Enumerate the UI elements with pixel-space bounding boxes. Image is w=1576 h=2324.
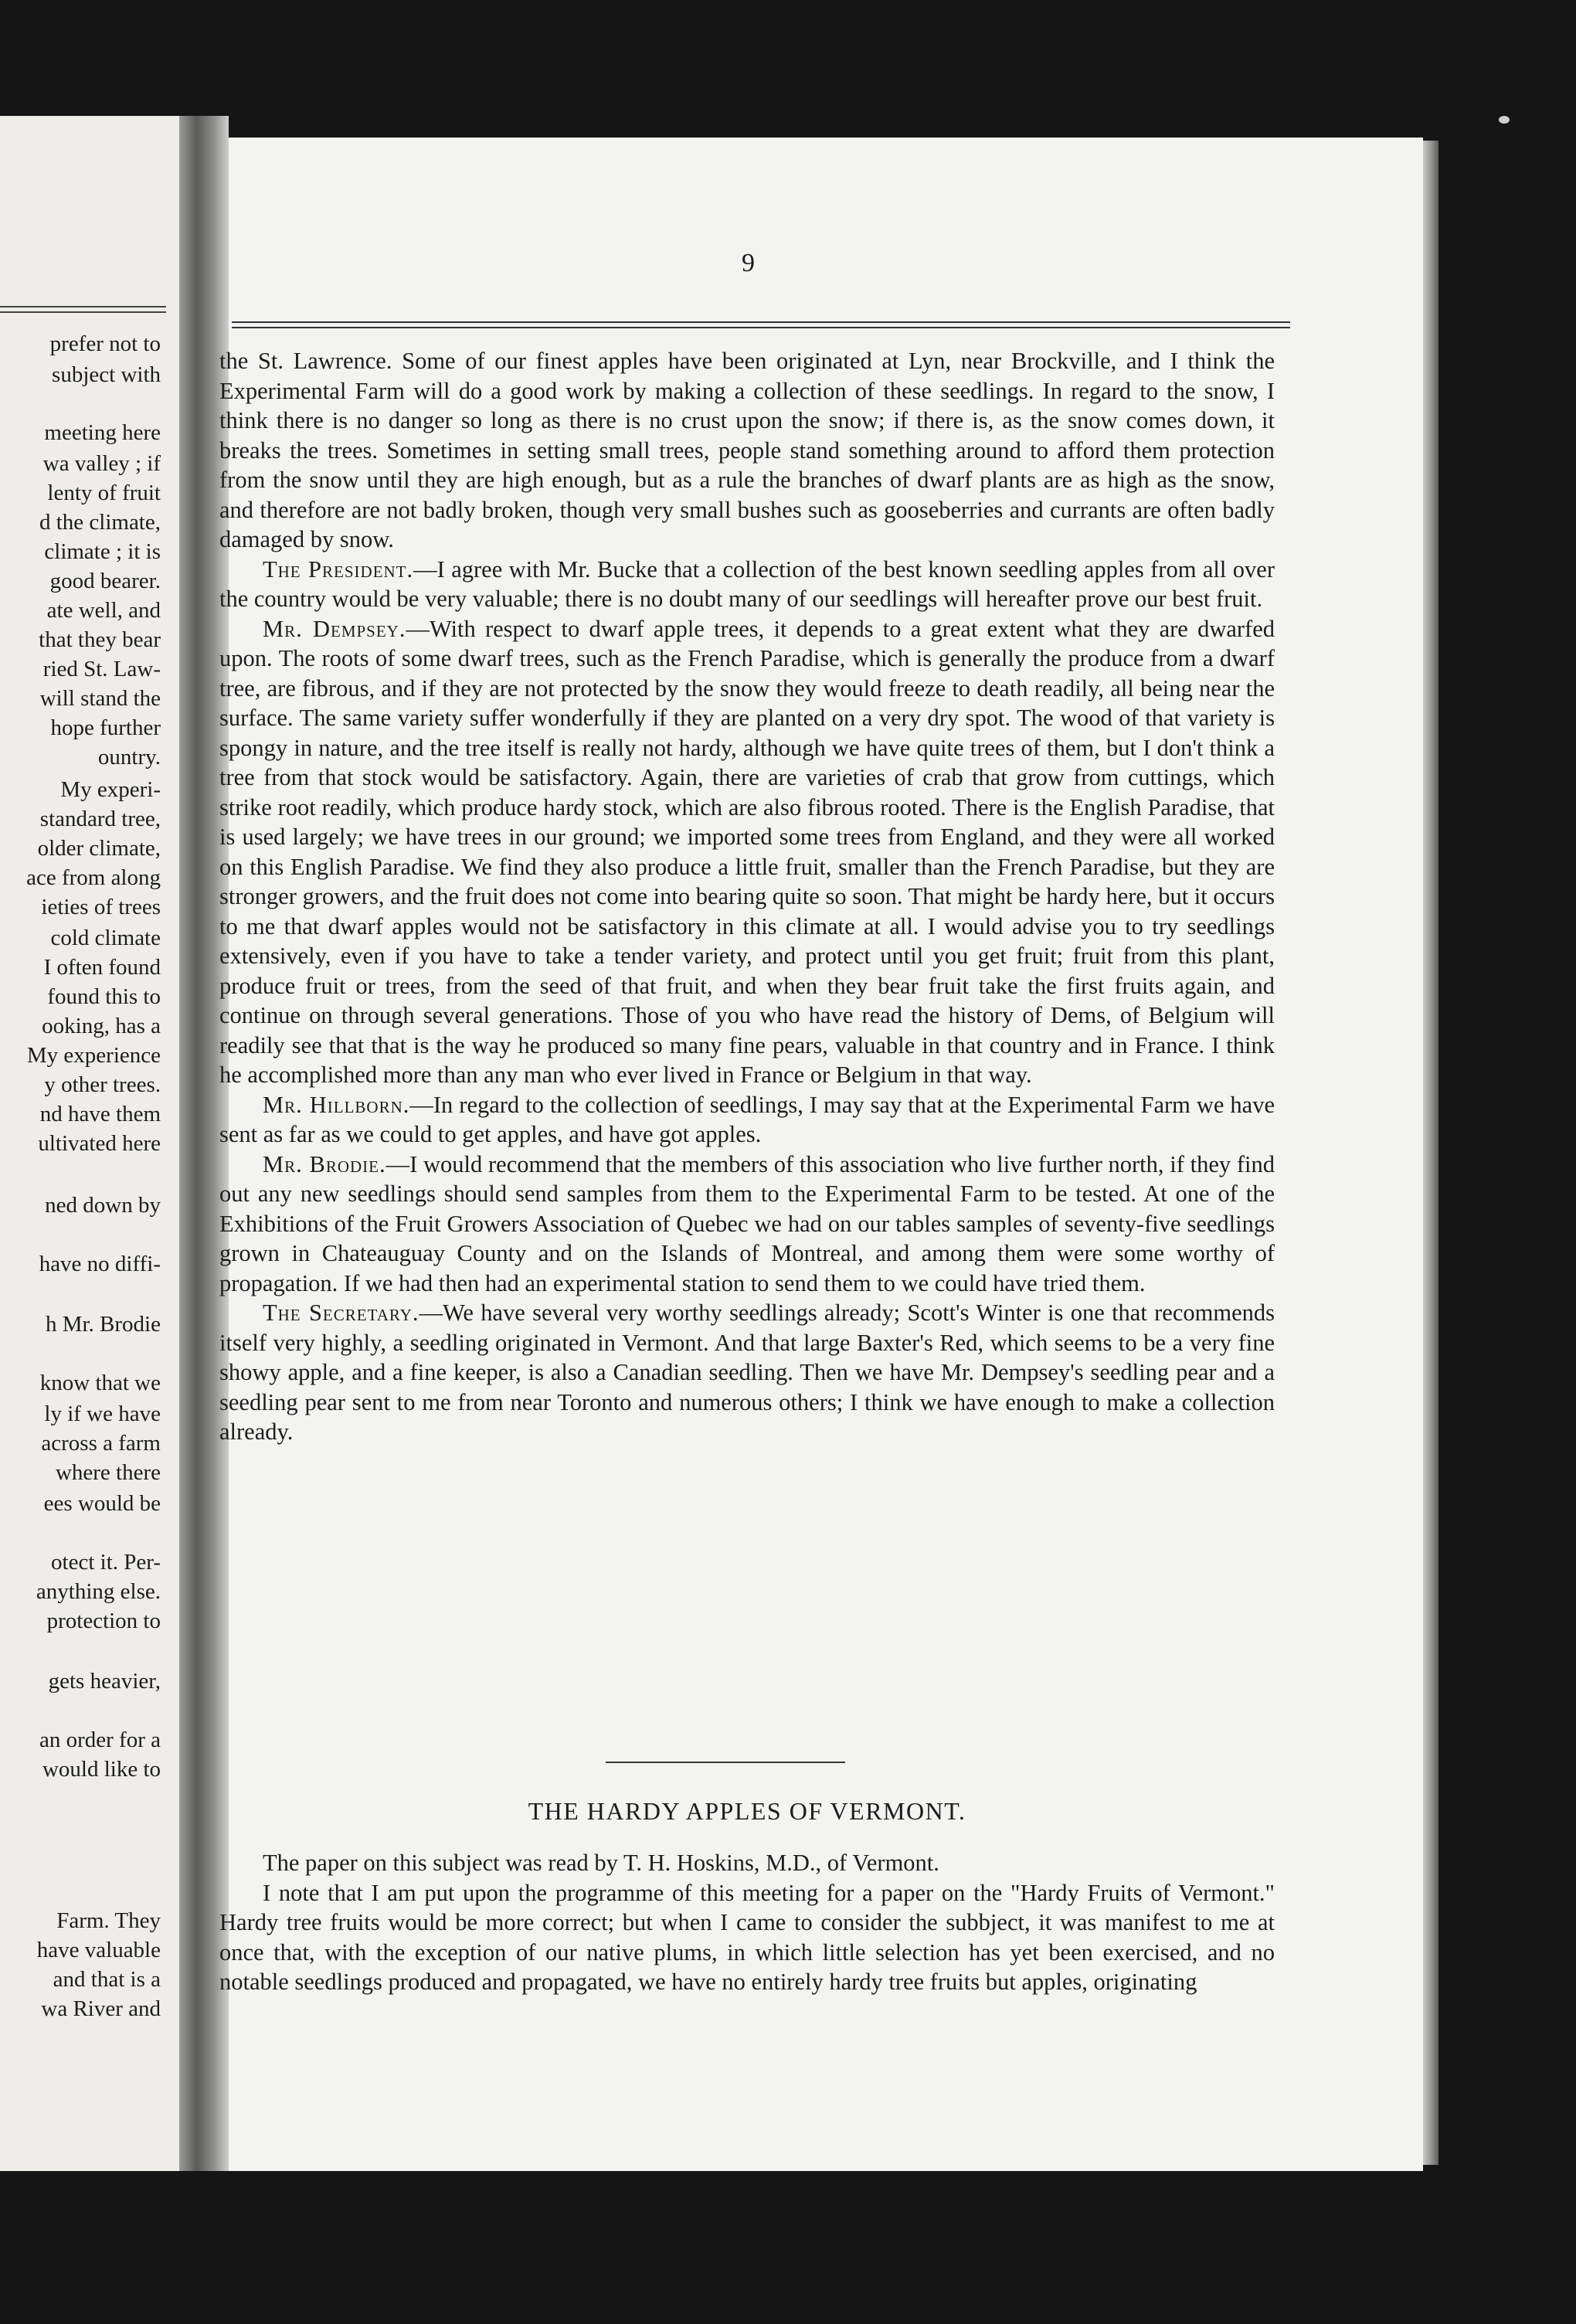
scan-speck: [1499, 116, 1510, 124]
facing-page-line: hope further: [50, 715, 161, 740]
header-rule-bottom: [232, 327, 1290, 328]
facing-page-line: d the climate,: [39, 510, 161, 535]
facing-page-rules: [0, 306, 166, 317]
facing-page-line: where there: [55, 1460, 161, 1485]
facing-page-line: protection to: [46, 1609, 161, 1633]
paragraph: [219, 1298, 1275, 1447]
paragraph: [219, 346, 1275, 555]
facing-page-line: an order for a: [39, 1728, 161, 1752]
paragraph: [219, 555, 1275, 614]
facing-page-line: y other trees.: [44, 1072, 161, 1097]
speaker-name: Mr. Brodie.: [263, 1150, 386, 1177]
paragraph-text: —With respect to dwarf apple trees, it depends to a great extent what they are dwarfed upon. The roots of some dwarf trees, such as the French Paradise, which is generally the produce from a dwarf tree, are fibrous, and if they are not protected by the snow they would freeze to death readily, all being near the surface. The same variety suffer wonderfully if they are planted on a very dry spot. The wood of that variety is spongy in nature, and the tree itself is really not hardy, although we have quite trees of them, but I don't think a tree from that stock would be satisfactory. Again, there are varieties of crab that grow from cuttings, which strike root readily, which produce hardy stock, which are also fibrous rooted. There is the English Paradise, that is used largely; we have trees in our ground; we imported some trees from England, and they were all worked on this English Paradise. We find they also produce a little fruit, smaller than the French Paradise, but they are stronger growers, and the fruit does not come into bearing quite so soon. That might be hardy here, but it occurs to me that dwarf apples would not be satisfactory in this climate at all. I would advise you to try seedlings extensively, even if you have to take a tender variety, and protect until you get fruit; fruit from this plant, produce fruit or trees, from the seed of that fruit, and when they bear fruit take the first fruits again, and continue on through several generations. Those of you who have read the history of Dems, of Belgium will readily see that that is the way he produced so many fine pears, valuable in that country and in France. I think he accomplished more than any man who ever lived in France or Belgium in that way.: [219, 615, 1275, 1088]
facing-page-line: will stand the: [39, 686, 161, 711]
facing-page-line: nd have them: [39, 1102, 161, 1126]
facing-page-line: ees would be: [43, 1491, 161, 1516]
facing-page-line: wa River and: [41, 1996, 161, 2021]
facing-page-line: have valuable: [36, 1938, 161, 1962]
page-number: 9: [742, 249, 755, 277]
facing-page-line: across a farm: [41, 1431, 161, 1456]
facing-page-line: ate well, and: [46, 598, 161, 623]
facing-page-line: standard tree,: [39, 807, 161, 831]
facing-page-line: I often found: [43, 955, 161, 980]
speaker-name: The Secretary.: [263, 1300, 419, 1326]
body-text: [219, 346, 1275, 1447]
paragraph-text: —We have several very worthy seedlings already; Scott's Winter is one that recommends itself very highly, a seedling originated in Vermont. And that large Baxter's Red, which seems to be a very fine showy apple, and a fine keeper, is also a Canadian seedling. Then we have Mr. Dempsey's seedling pear and a seedling pear sent to me from near Toronto and numerous others; I think we have enough to make a collection already.: [219, 1300, 1275, 1445]
facing-page-line: older climate,: [37, 836, 161, 861]
facing-page-line: meeting here: [44, 420, 161, 445]
facing-page-line: wa valley ; if: [42, 451, 161, 476]
facing-page-line: ly if we have: [44, 1402, 161, 1426]
facing-page-line: found this to: [47, 984, 161, 1009]
header-rule-top: [232, 321, 1290, 323]
paragraph-text: —In regard to the collection of seedlings, I may say that at the Experimental Farm we have sent as far as we could to get apples, and have got apples.: [219, 1091, 1275, 1147]
facing-page-line: ieties of trees: [41, 895, 161, 919]
facing-page-line: otect it. Per-: [51, 1550, 161, 1575]
facing-page-line: ned down by: [45, 1193, 161, 1218]
facing-page-line: that they bear: [39, 627, 161, 652]
facing-page-line: prefer not to: [49, 331, 161, 356]
speaker-name: The President.: [263, 556, 414, 583]
facing-page-line: lenty of fruit: [47, 481, 161, 505]
facing-page-line: Farm. They: [56, 1908, 161, 1933]
facing-page-line: subject with: [52, 362, 161, 387]
paragraph: [219, 1090, 1275, 1150]
facing-page-line: My experience: [26, 1043, 161, 1068]
page-edge: [1423, 141, 1438, 2165]
facing-page-line: ace from along: [26, 865, 161, 890]
facing-page-line: know that we: [39, 1371, 161, 1395]
facing-page-line: cold climate: [50, 926, 161, 950]
facing-page-line: would like to: [42, 1757, 161, 1782]
section-heading: THE HARDY APPLES OF VERMONT.: [528, 1797, 966, 1825]
facing-page-line: gets heavier,: [48, 1669, 161, 1694]
facing-page-line: My experi-: [60, 777, 161, 802]
facing-page: [0, 116, 179, 2171]
facing-page-line: ried St. Law-: [42, 657, 161, 681]
facing-page-line: anything else.: [36, 1579, 161, 1604]
facing-page-line: good bearer.: [49, 569, 161, 593]
paragraph-text: —I agree with Mr. Bucke that a collection of the best known seedling apples from all over the country would be very valuable; there is no doubt many of our seedlings will hereafter prove our best fruit.: [219, 556, 1275, 612]
paragraph-text: —I would recommend that the members of this association who live further north, if they find out any new seedlings should send samples from them to the Experimental Farm to be tested. At one of the Exhibitions of the Fruit Growers Association of Quebec we had on our tables samples of seventy-five seedlings grown in Chateauguay County and on the Islands of Montreal, and among them were some worthy of propagation. If we had then had an experimental station to send them to we could have tried them.: [219, 1150, 1275, 1296]
paragraph: [219, 614, 1275, 1090]
speaker-name: Mr. Dempsey.: [263, 615, 406, 642]
facing-page-line: h Mr. Brodie: [45, 1312, 161, 1337]
section-text: [219, 1848, 1275, 1997]
facing-page-line: ooking, has a: [42, 1014, 161, 1038]
speaker-name: Mr. Hillborn.: [263, 1091, 410, 1118]
facing-page-line: have no diffi-: [39, 1252, 161, 1276]
section-paragraph: I note that I am put upon the programme of this meeting for a paper on the "Hardy Fruits of Vermont." Hardy tree fruits would be more correct; but when I came to consider the subbject, it was manifest to me at once that, with the exception of our native plums, in which little selection has yet been exercised, and no notable seedlings produced and propagated, we have no entirely hardy tree fruits but apples, originating: [219, 1879, 1275, 1995]
facing-page-line: and that is a: [53, 1967, 161, 1992]
paragraph-text: the St. Lawrence. Some of our finest apples have been originated at Lyn, near Brockville, and I think the Experimental Farm will do a good work by making a collection of these seedlings. In regard to the snow, I think there is no danger so long as there is no crust upon the snow; if there is, as the snow comes down, it breaks the trees. Sometimes in setting small trees, people stand something around to afford them protection from the snow until they are high enough, but as a rule the branches of dwarf plants are as high as the snow, and therefore are not badly broken, though very small bushes such as gooseberries and currants are often badly damaged by snow.: [219, 348, 1275, 552]
facing-page-line: ultivated here: [38, 1131, 161, 1156]
facing-page-line: climate ; it is: [44, 539, 161, 564]
section-paragraph: The paper on this subject was read by T. H. Hoskins, M.D., of Vermont.: [263, 1850, 939, 1876]
section-divider: [606, 1762, 845, 1763]
facing-page-line: ountry.: [97, 745, 161, 770]
paragraph: [219, 1150, 1275, 1299]
